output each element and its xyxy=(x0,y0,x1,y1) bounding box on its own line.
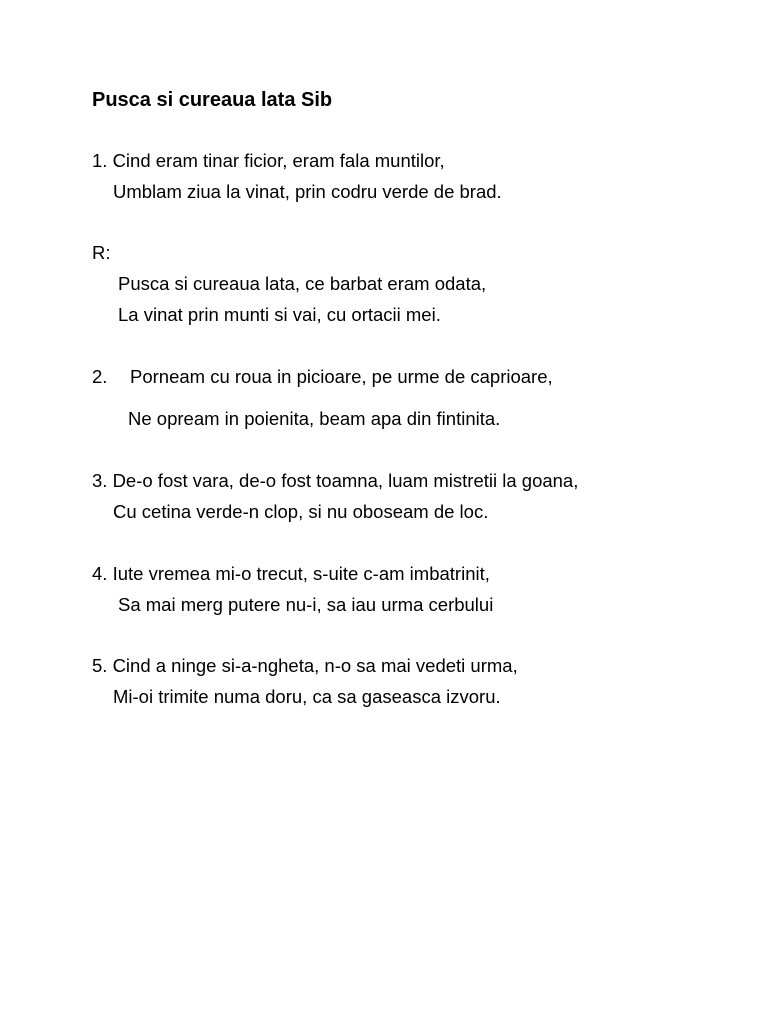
refrain-label: R: xyxy=(92,242,111,263)
verse-5-line-1: 5. Cind a ninge si-a-ngheta, n-o sa mai vedeti urma, xyxy=(92,655,518,676)
verse-4-line-2: Sa mai merg putere nu-i, sa iau urma cerbului xyxy=(118,594,494,615)
document-title: Pusca si cureaua lata Sib xyxy=(92,89,333,111)
refrain-line-1: Pusca si cureaua lata, ce barbat eram odata, xyxy=(118,273,487,294)
verse-2-line-1: Porneam cu roua in picioare, pe urme de caprioare, xyxy=(130,366,553,387)
refrain-line-2: La vinat prin munti si vai, cu ortacii mei. xyxy=(118,304,441,325)
verse-1-line-2: Umblam ziua la vinat, prin codru verde de brad. xyxy=(113,181,502,202)
verse-3-line-1: 3. De-o fost vara, de-o fost toamna, luam mistretii la goana, xyxy=(92,470,579,491)
verse-5-line-2: Mi-oi trimite numa doru, ca sa gaseasca izvoru. xyxy=(113,686,501,707)
verse-1-line-1: 1. Cind eram tinar ficior, eram fala muntilor, xyxy=(92,150,445,171)
verse-2-number: 2. xyxy=(92,366,108,387)
verse-2-line-2: Ne opream in poienita, beam apa din fintinita. xyxy=(128,408,501,429)
verse-3-line-2: Cu cetina verde-n clop, si nu oboseam de loc. xyxy=(113,501,489,522)
verse-4-line-1: 4. Iute vremea mi-o trecut, s-uite c-am imbatrinit, xyxy=(92,563,490,584)
